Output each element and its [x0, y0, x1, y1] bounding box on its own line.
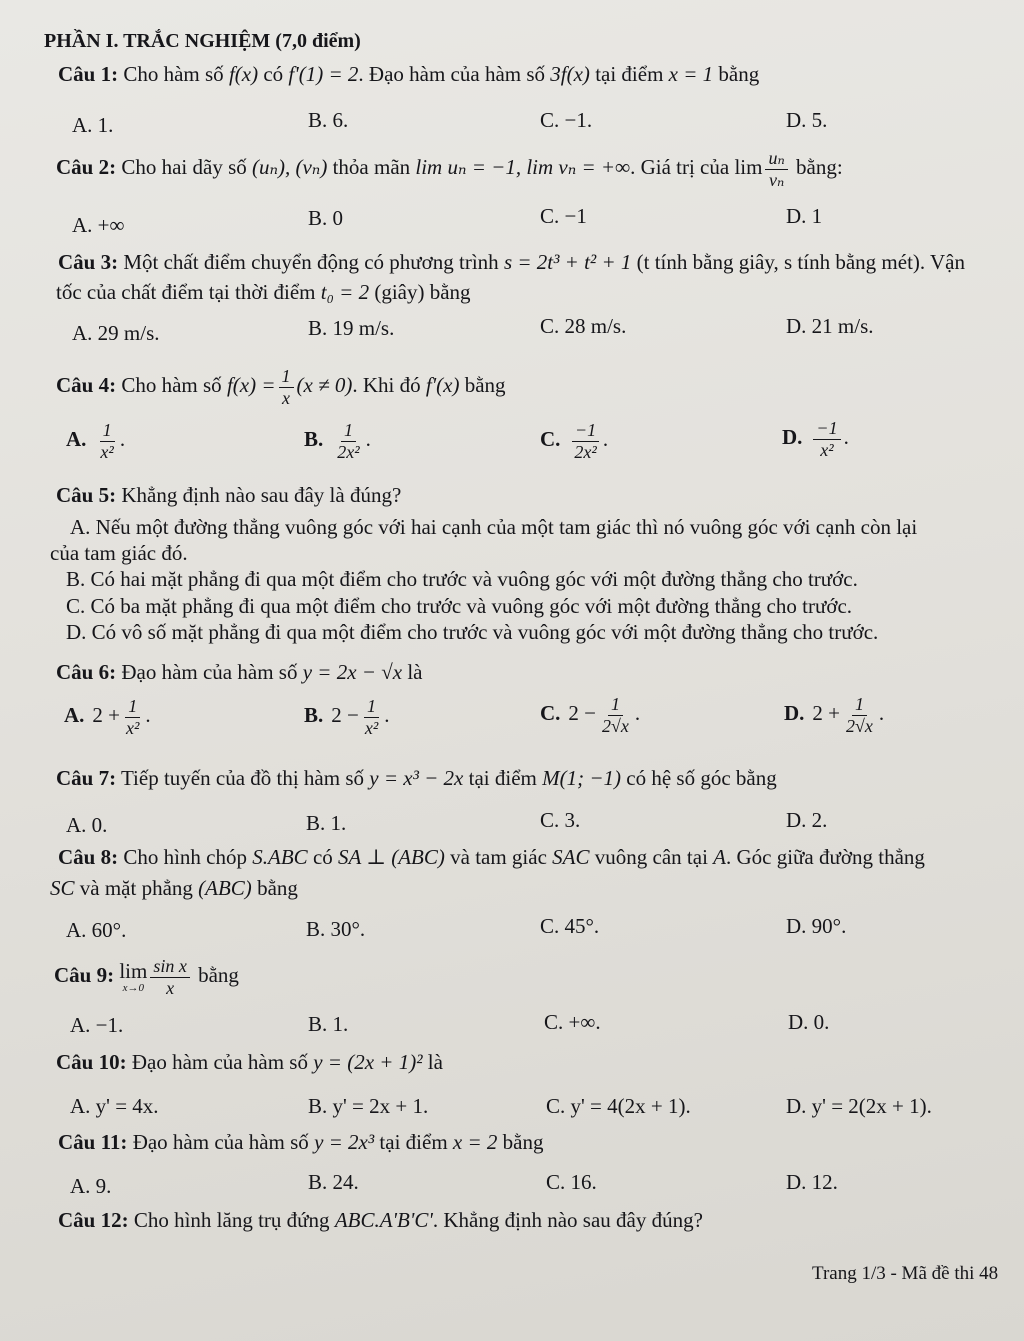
q4-option-b: B. $\frac{1}{\text{2x²}}$ .: [304, 420, 371, 462]
q6-option-d: D. 2 + $\frac{1}{2√x}$ .: [784, 694, 885, 736]
q5-option-b: B. Có hai mặt phẳng đi qua một điểm cho trước và vuông góc với một đường thẳng cho trước.: [66, 567, 858, 591]
q10-option-a: A. y' = 4x.: [70, 1094, 159, 1118]
question-3-line-2: tốc của chất điểm tại thời điểm t₀ = 2 (giây) bằng: [56, 280, 471, 304]
q11-option-b: B. 24.: [308, 1170, 359, 1194]
question-8-line-2: SC và mặt phẳng (ABC) bằng: [50, 876, 298, 900]
question-3: Câu 3: Một chất điểm chuyển động có phương trình s = 2t³ + t² + 1 (t tính bằng giây, s tính bằng mét). Vận: [58, 250, 966, 274]
question-4: Câu 4: Cho hàm số f(x) = $\frac{1}{x}$ (x ≠ 0). Khi đó f'(x) bằng: [56, 366, 506, 408]
q3-option-a: A. 29 m/s.: [72, 321, 160, 345]
q2-option-d: D. 1: [786, 204, 823, 228]
q9-option-a: A. −1.: [70, 1013, 124, 1037]
question-5: Câu 5: Khẳng định nào sau đây là đúng?: [56, 483, 402, 507]
question-7: Câu 7: Tiếp tuyến của đồ thị hàm số y = x³ − 2x tại điểm M(1; −1) có hệ số góc bằng: [56, 766, 777, 790]
question-1: Câu 1: Cho hàm số f(x) có f'(1) = 2. Đạo hàm của hàm số 3f(x) tại điểm x = 1 bằng: [58, 62, 760, 86]
q1-option-a: A. 1.: [72, 113, 114, 137]
question-6: Câu 6: Đạo hàm của hàm số y = 2x − √x là: [56, 660, 423, 684]
q9-option-b: B. 1.: [308, 1012, 349, 1036]
q6-option-a: A. 2 + $\frac{1}{\text{x²}}$ .: [64, 696, 151, 738]
q4-option-c: C. $\frac{-1}{\text{2x²}}$ .: [540, 420, 609, 462]
q6-option-c: C. 2 − $\frac{1}{2√x}$ .: [540, 694, 641, 736]
q3-option-d: D. 21 m/s.: [786, 314, 874, 338]
question-8: Câu 8: Cho hình chóp S.ABC có SA ⊥ (ABC) và tam giác SAC vuông cân tại A. Góc giữa đường thẳng: [58, 845, 925, 869]
q11-option-a: A. 9.: [70, 1174, 112, 1198]
q4-option-d: D. $\frac{-1}{\text{x²}}$ .: [782, 418, 849, 460]
q9-option-d: D. 0.: [788, 1010, 830, 1034]
section-header: PHẦN I. TRẮC NGHIỆM (7,0 điểm): [44, 30, 361, 52]
q11-option-c: C. 16.: [546, 1170, 597, 1194]
q8-option-c: C. 45°.: [540, 914, 600, 938]
q9-option-c: C. +∞.: [544, 1010, 601, 1034]
question-10: Câu 10: Đạo hàm của hàm số y = (2x + 1)² là: [56, 1050, 443, 1074]
q11-option-d: D. 12.: [786, 1170, 838, 1194]
q2-option-b: B. 0: [308, 206, 344, 230]
q5-option-c: C. Có ba mặt phẳng đi qua một điểm cho trước và vuông góc với một đường thẳng cho trước.: [66, 594, 853, 618]
q2-option-a: A. +∞: [72, 213, 125, 237]
q5-option-d: D. Có vô số mặt phẳng đi qua một điểm cho trước và vuông góc với một đường thẳng cho trước.: [66, 620, 879, 644]
q10-option-b: B. y' = 2x + 1.: [308, 1094, 429, 1118]
q1-option-b: B. 6.: [308, 108, 349, 132]
q10-option-c: C. y' = 4(2x + 1).: [546, 1094, 691, 1118]
q8-option-d: D. 90°.: [786, 914, 847, 938]
q8-option-b: B. 30°.: [306, 917, 366, 941]
page-footer: Trang 1/3 - Mã đề thi 48: [812, 1263, 999, 1284]
q3-option-c: C. 28 m/s.: [540, 314, 627, 338]
question-11: Câu 11: Đạo hàm của hàm số y = 2x³ tại điểm x = 2 bằng: [58, 1130, 544, 1154]
q7-option-d: D. 2.: [786, 808, 828, 832]
q7-option-c: C. 3.: [540, 808, 581, 832]
question-2: Câu 2: Cho hai dãy số (uₙ), (vₙ) thỏa mãn lim uₙ = −1, lim vₙ = +∞. Giá trị của lim $\frac{\text{uₙ}}{\text{vₙ}}$ bằng:: [56, 148, 843, 190]
q4-option-a: A. $\frac{1}{\text{x²}}$ .: [66, 420, 126, 462]
q7-option-b: B. 1.: [306, 811, 347, 835]
question-9: Câu 9: lim x→0 $\frac{\text{sin x}}{x}$ bằng: [54, 956, 239, 998]
q10-option-d: D. y' = 2(2x + 1).: [786, 1094, 932, 1118]
q6-option-b: B. 2 − $\frac{1}{\text{x²}}$ .: [304, 696, 390, 738]
q8-option-a: A. 60°.: [66, 918, 127, 942]
q3-option-b: B. 19 m/s.: [308, 316, 395, 340]
q2-option-c: C. −1: [540, 204, 587, 228]
question-12: Câu 12: Cho hình lăng trụ đứng ABC.A'B'C'. Khẳng định nào sau đây đúng?: [58, 1208, 703, 1232]
q1-option-c: C. −1.: [540, 108, 593, 132]
q1-option-d: D. 5.: [786, 108, 828, 132]
q7-option-a: A. 0.: [66, 813, 108, 837]
q5-option-a: A. Nếu một đường thẳng vuông góc với hai cạnh của một tam giác thì nó vuông góc với cạnh còn lại: [70, 515, 918, 539]
q5-option-a-cont: của tam giác đó.: [50, 541, 188, 565]
